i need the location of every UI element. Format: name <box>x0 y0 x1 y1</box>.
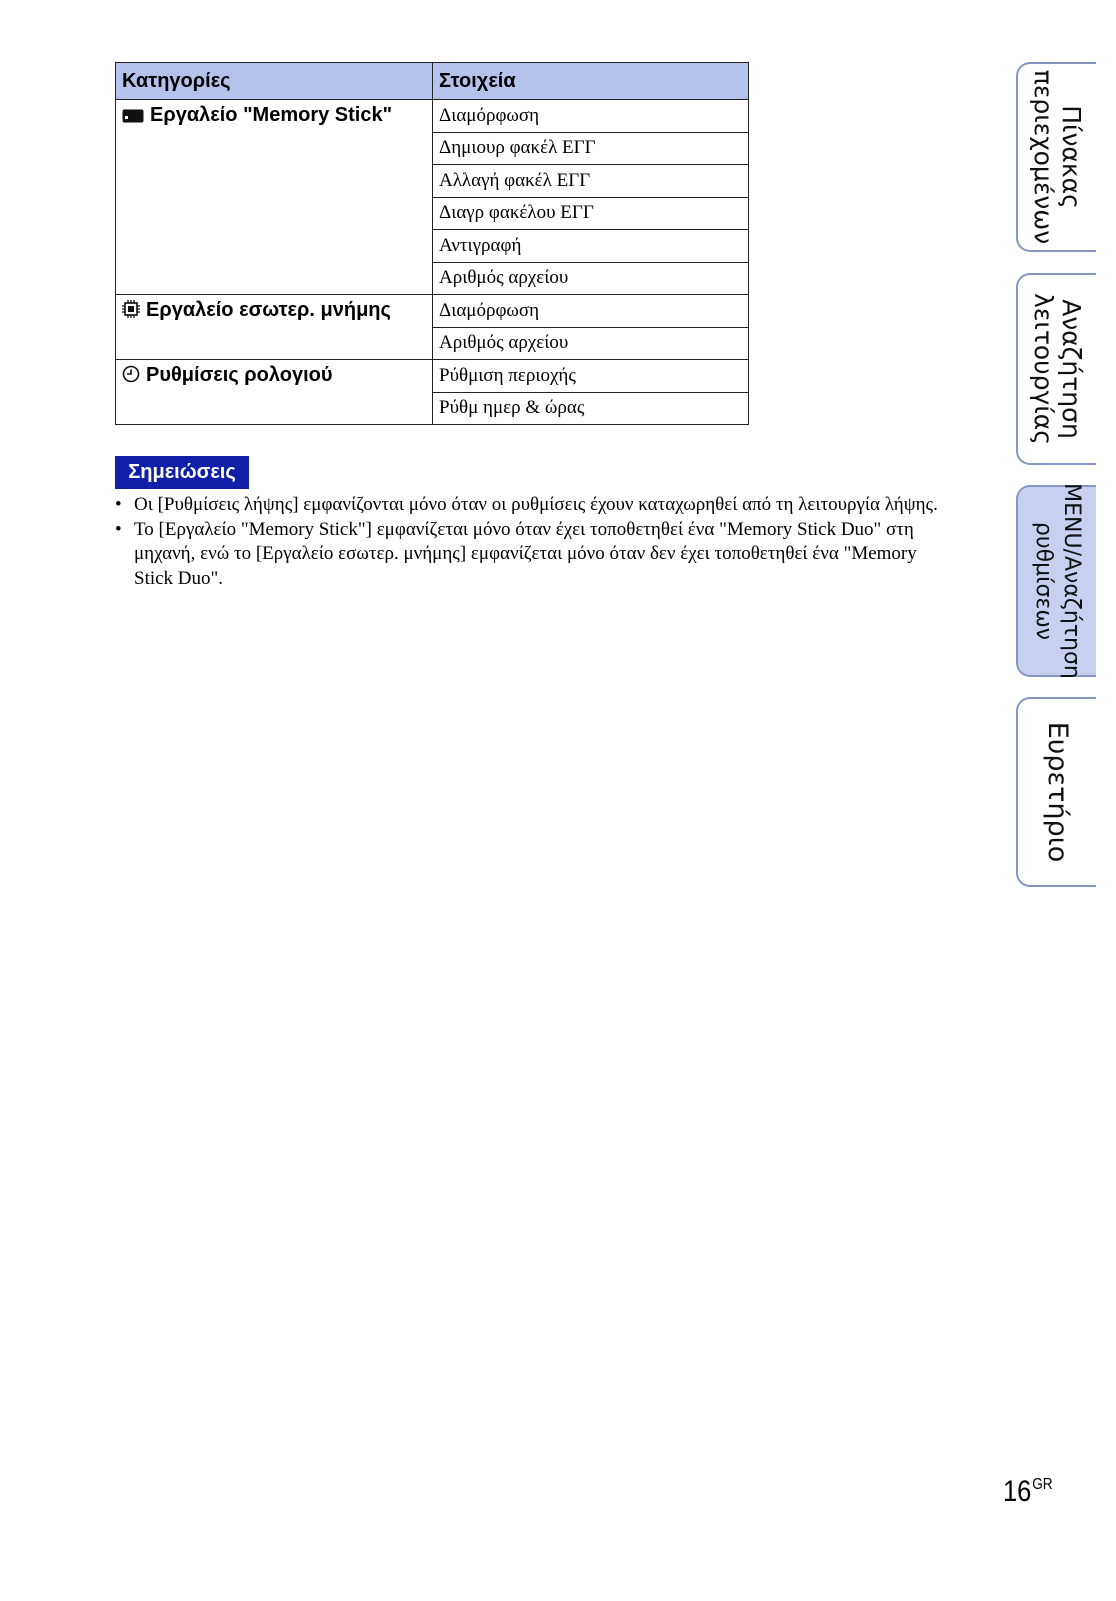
settings-table <box>115 62 749 425</box>
category-label: Ρυθμίσεις ρολογιού <box>146 364 333 386</box>
category-clock-settings <box>116 360 433 425</box>
page-language-suffix: GR <box>1032 1476 1053 1493</box>
notes-heading: Σημειώσεις <box>115 456 249 489</box>
item-format: Διαμόρφωση <box>433 100 749 133</box>
category-internal-memory-tool <box>116 295 433 360</box>
clock-icon <box>122 365 140 389</box>
item-create-rec-folder: Δημιουρ φακέλ ΕΓΓ <box>433 132 749 165</box>
tab-label: MENU/Αναζήτηση ρυθμίσεων <box>1031 483 1084 679</box>
category-label: Εργαλείο "Memory Stick" <box>150 104 393 126</box>
table-header-row <box>116 63 749 100</box>
category-memory-stick-tool <box>116 100 433 295</box>
item-date-time-setting: Ρύθμ ημερ & ώρας <box>433 392 749 425</box>
header-items: Στοιχεία <box>433 63 749 100</box>
item-file-number: Αριθμός αρχείου <box>433 327 749 360</box>
internal-memory-icon <box>122 300 140 324</box>
item-change-rec-folder: Αλλαγή φακέλ ΕΓΓ <box>433 165 749 198</box>
header-categories: Κατηγορίες <box>116 63 433 100</box>
item-area-setting: Ρύθμιση περιοχής <box>433 360 749 393</box>
table-row <box>116 360 749 393</box>
item-delete-rec-folder: Διαγρ φακέλου ΕΓΓ <box>433 197 749 230</box>
item-file-number: Αριθμός αρχείου <box>433 262 749 295</box>
notes-list <box>115 493 955 591</box>
table-row <box>116 295 749 328</box>
list-item: • Οι [Ρυθμίσεις λήψης] εμφανίζονται μόνο όταν οι ρυθμίσεις έχουν καταχωρηθεί από τη λειτουργία λήψης. <box>115 493 955 518</box>
tab-menu-settings-search[interactable] <box>1016 485 1096 677</box>
memory-stick-icon <box>122 106 144 129</box>
tab-label: Πίνακας περιεχομένων <box>1029 69 1086 245</box>
tab-operation-search[interactable] <box>1016 273 1096 465</box>
list-item: • Το [Εργαλείο "Memory Stick"] εμφανίζεται μόνο όταν έχει τοποθετηθεί ένα "Memory Stick Duo" στη μηχανή, ενώ το [Εργαλείο εσωτερ. μνήμης] εμφανίζεται μόνο όταν δεν έχει τοποθετηθεί ένα "Memory Stick Duo". <box>115 518 955 592</box>
tab-label: Αναζήτηση λειτουργίας <box>1029 293 1086 445</box>
page-number: $16^{GR}$ <box>1003 1475 1053 1508</box>
tab-table-of-contents[interactable] <box>1016 62 1096 252</box>
tab-index[interactable] <box>1016 697 1096 887</box>
table-row <box>116 100 749 133</box>
tab-label: Ευρετήριο <box>1042 721 1073 863</box>
category-label: Εργαλείο εσωτερ. μνήμης <box>146 299 391 321</box>
item-format: Διαμόρφωση <box>433 295 749 328</box>
item-copy: Αντιγραφή <box>433 230 749 263</box>
